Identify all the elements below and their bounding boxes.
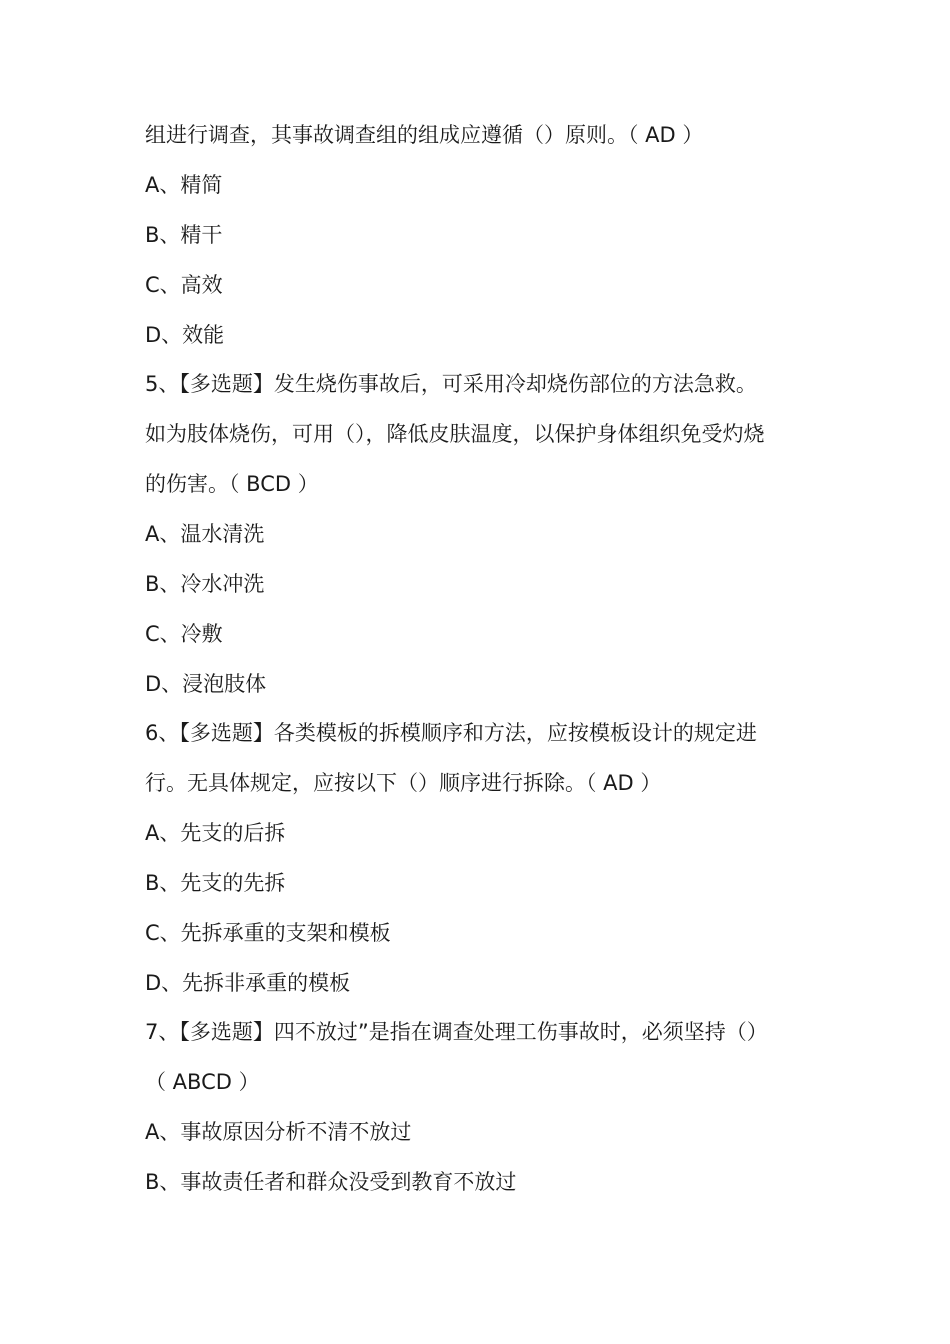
question-7-answer: （ ABCD ） bbox=[145, 1070, 260, 1094]
question-5-option-c: C、冷敷 bbox=[145, 622, 223, 646]
question-4-option-b: B、精干 bbox=[145, 223, 223, 247]
question-5-stem-line-1: 5、【多选题】发生烧伤事故后，可采用冷却烧伤部位的方法急救。 bbox=[145, 372, 757, 396]
question-6-stem-line-2: 行。无具体规定，应按以下（）顺序进行拆除。（ AD ） bbox=[145, 771, 662, 795]
question-5-stem-line-3: 的伤害。（ BCD ） bbox=[145, 472, 319, 496]
question-6-option-d: D、先拆非承重的模板 bbox=[145, 971, 351, 995]
question-7-option-b: B、事故责任者和群众没受到教育不放过 bbox=[145, 1170, 517, 1194]
question-5-option-a: A、温水清洗 bbox=[145, 522, 265, 546]
question-4-stem-end: 组进行调查，其事故调查组的组成应遵循（）原则。（ AD ） bbox=[145, 123, 704, 147]
question-7-stem-line-1: 7、【多选题】四不放过”是指在调查处理工伤事故时，必须坚持（） bbox=[145, 1020, 768, 1044]
question-4-option-c: C、高效 bbox=[145, 273, 223, 297]
question-6-option-c: C、先拆承重的支架和模板 bbox=[145, 921, 391, 945]
question-4-option-d: D、效能 bbox=[145, 323, 225, 347]
question-5-option-d: D、浸泡肢体 bbox=[145, 672, 267, 696]
question-5-stem-line-2: 如为肢体烧伤，可用（），降低皮肤温度，以保护身体组织免受灼烧 bbox=[145, 422, 765, 446]
question-7-option-a: A、事故原因分析不清不放过 bbox=[145, 1120, 412, 1144]
question-6-stem-line-1: 6、【多选题】各类模板的拆模顺序和方法，应按模板设计的规定进 bbox=[145, 721, 757, 745]
question-6-option-a: A、先支的后拆 bbox=[145, 821, 286, 845]
question-5-option-b: B、冷水冲洗 bbox=[145, 572, 265, 596]
question-4-option-a: A、精简 bbox=[145, 173, 223, 197]
question-6-option-b: B、先支的先拆 bbox=[145, 871, 286, 895]
